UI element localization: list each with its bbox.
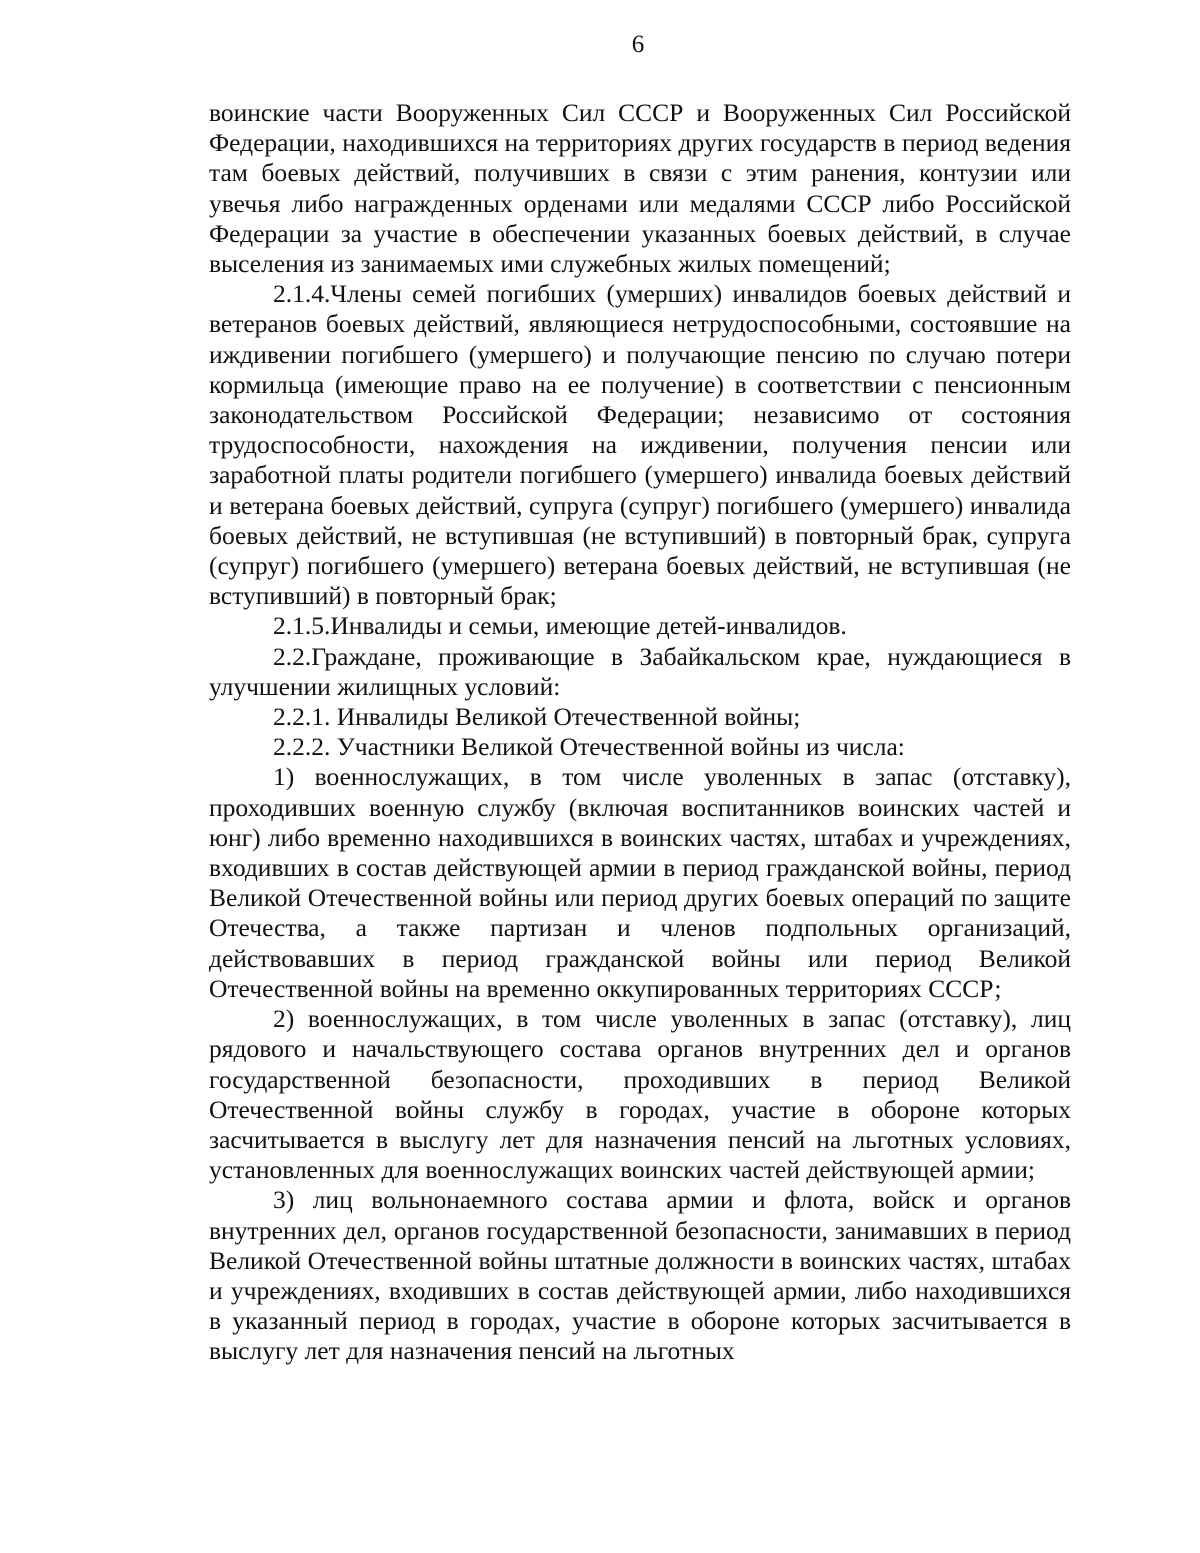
paragraph-2-2: 2.2.Граждане, проживающие в Забайкальском крае, нуждающиеся в улучшении жилищных условий:	[209, 641, 1071, 701]
paragraph-2-2-2: 2.2.2. Участники Великой Отечественной войны из числа:	[273, 732, 905, 762]
document-body	[209, 98, 1071, 1367]
list-item-2: 2) военнослужащих, в том числе уволенных в запас (отставку), лиц рядового и начальствующего состава органов внутренних дел и органов государственной безопасности, проходивших в период Великой Отечественной войны службу в городах, участие в обороне которых засчитывается в выслугу лет для назначения пенсий на льготных условиях, установленных для военнослужащих воинских частей действующей армии;	[209, 1004, 1071, 1185]
paragraph-2-2-1: 2.2.1. Инвалиды Великой Отечественной войны;	[273, 702, 801, 732]
page-number: 6	[631, 31, 645, 58]
paragraph-2-1-5: 2.1.5.Инвалиды и семьи, имеющие детей-инвалидов.	[273, 611, 847, 641]
paragraph-2-1-4: 2.1.4.Члены семей погибших (умерших) инвалидов боевых действий и ветеранов боевых действий, являющиеся нетрудоспособными, состоявшие на иждивении погибшего (умершего) и получающие пенсию по случаю потери кормильца (имеющие право на ее получение) в соответствии с пенсионным законодательством Российской Федерации; независимо от состояния трудоспособности, нахождения на иждивении, получения пенсии или заработной платы родители погибшего (умершего) инвалида боевых действий и ветерана боевых действий, супруга (супруг) погибшего (умершего) инвалида боевых действий, не вступившая (не вступивший) в повторный брак, супруга (супруг) погибшего (умершего) ветерана боевых действий, не вступившая (не вступивший) в повторный брак;	[209, 279, 1071, 611]
list-item-1: 1) военнослужащих, в том числе уволенных в запас (отставку), проходивших военную службу (включая воспитанников воинских частей и юнг) либо временно находившихся в воинских частях, штабах и учреждениях, входивших в состав действующей армии в период гражданской войны, период Великой Отечественной войны или период других боевых операций по защите Отечества, а также партизан и членов подпольных организаций, действовавших в период гражданской войны или период Великой Отечественной войны на временно оккупированных территориях СССР;	[209, 762, 1071, 1003]
paragraph-continuation: воинские части Вооруженных Сил СССР и Вооруженных Сил Российской Федерации, находившихся на территориях других государств в период ведения там боевых действий, получивших в связи с этим ранения, контузии или увечья либо награжденных орденами или медалями СССР либо Российской Федерации за участие в обеспечении указанных боевых действий, в случае выселения из занимаемых ими служебных жилых помещений;	[209, 98, 1071, 279]
list-item-3: 3) лиц вольнонаемного состава армии и флота, войск и органов внутренних дел, органов государственной безопасности, занимавших в период Великой Отечественной войны штатные должности в воинских частях, штабах и учреждениях, входивших в состав действующей армии, либо находившихся в указанный период в городах, участие в обороне которых засчитывается в выслугу лет для назначения пенсий на льготных	[209, 1185, 1071, 1366]
